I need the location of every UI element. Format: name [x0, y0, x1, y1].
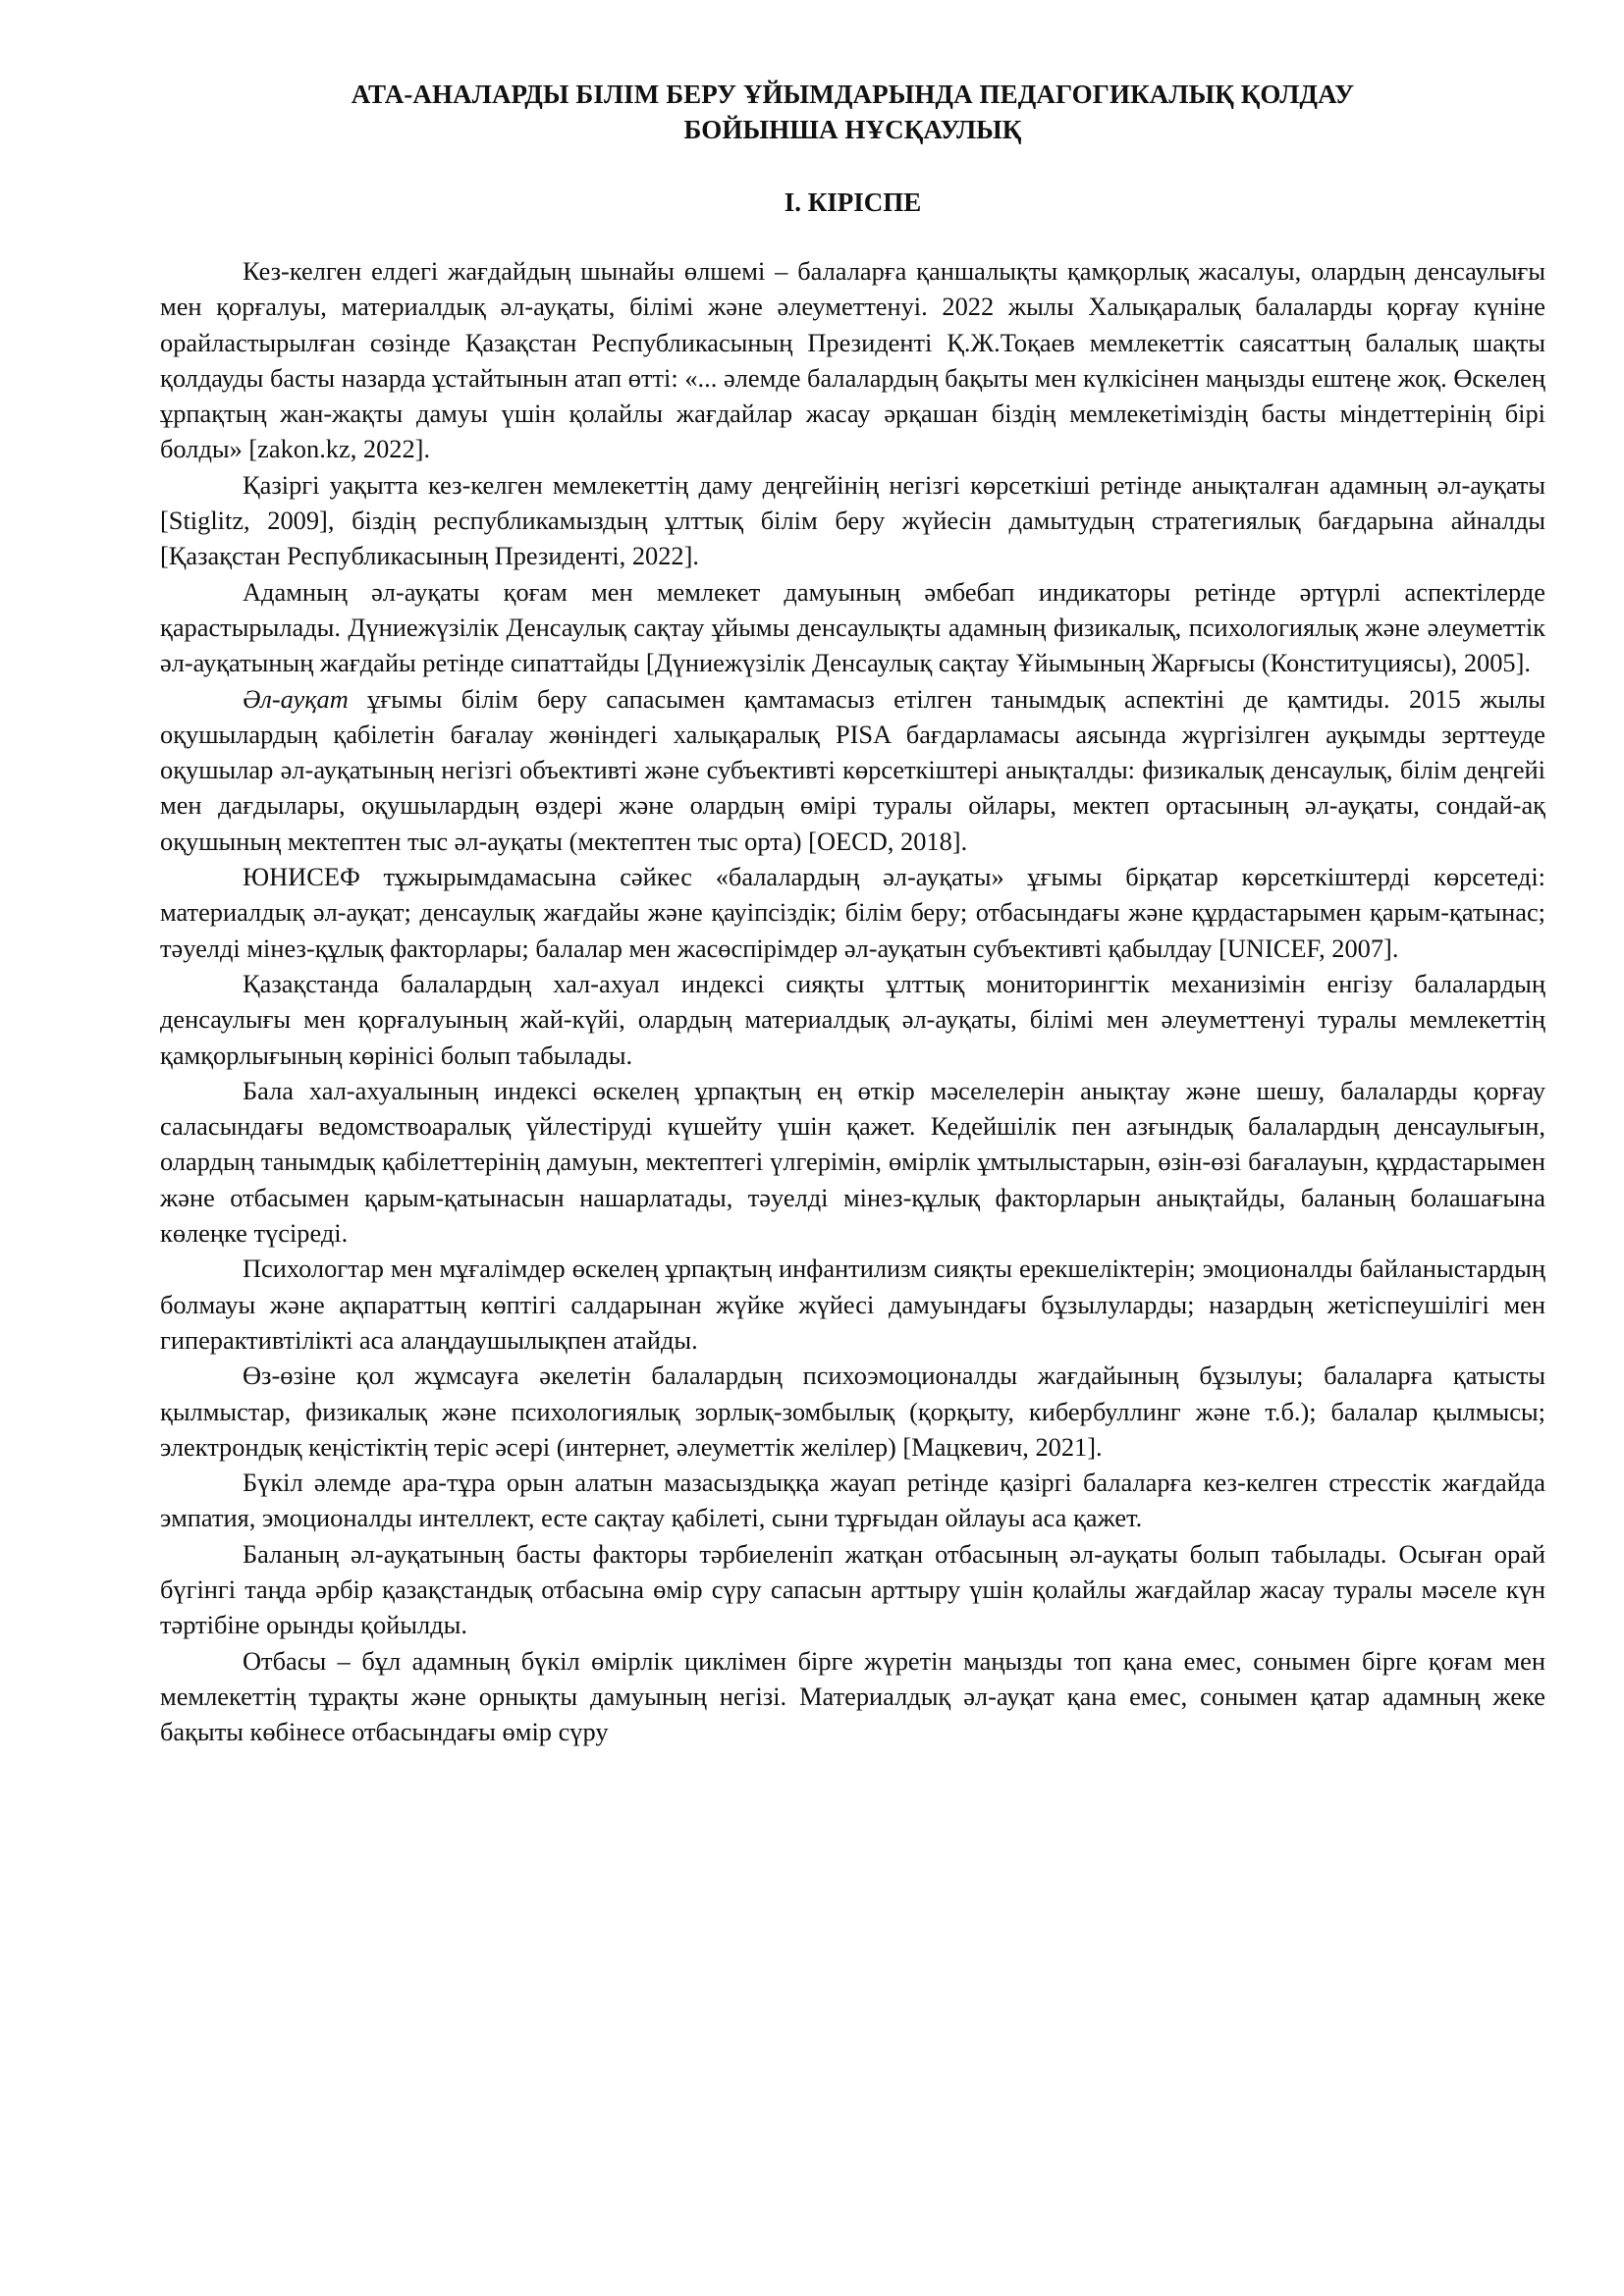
paragraph: Өз-өзіне қол жұмсауға әкелетін балалардың психоэмоционалды жағдайының бұзылуы; балаларға қатысты қылмыстар, физикалық және психологиялық зорлық-зомбылық (қорқыту, кибербуллинг және т.б.); балалар қылмысы; электрондық кеңістіктің теріс әсері (интернет, әлеуметтік желілер) [Мацкевич, 2021].	[160, 1361, 1545, 1462]
body-text	[160, 253, 1545, 1749]
paragraph-text: ұғымы білім беру сапасымен қамтамасыз етілген танымдық аспектіні де қамтиды. 2015 жылы оқушылардың қабілетін бағалау жөніндегі халықаралық PISA бағдарламасы аясында жүргізілген ауқымды зерттеуде оқушылар әл-ауқатының негізгі объективті және субъективті көрсеткіштері анықталды: физикалық денсаулық, білім деңгейі мен дағдылары, оқушылардың өздері және олардың өмірі туралы ойлары, мектеп ортасының әл-ауқаты, сондай-ақ оқушының мектептен тыс әл-ауқаты (мектептен тыс орта) [OECD, 2018].	[160, 683, 1545, 856]
document-page	[160, 77, 1545, 1749]
paragraph: Қазақстанда балалардың хал-ахуал индексі сияқты ұлттық мониторингтік механизімін енгізу балалардың денсаулығы мен қорғалуының жай-күйі, олардың материалдық әл-ауқаты, білімі мен әлеуметтенуі туралы мемлекеттің қамқорлығының көрінісі болып табылады.	[160, 968, 1545, 1070]
italic-term: Әл-ауқат	[243, 683, 349, 714]
paragraph: Бала хал-ахуалының индексі өскелең ұрпақтың ең өткір мәселелерін анықтау және шешу, балаларды қорғау саласындағы ведомствоаралық үйлестіруді күшейту үшін қажет. Кедейшілік пен азғындық балалардың денсаулығын, олардың танымдық қабілеттерінің дамуын, мектептегі үлгерімін, өмірлік ұмтылыстарын, өзін-өзі бағалауын, құрдастарымен және отбасымен қарым-қатынасын нашарлатады, тәуелді мінез-құлық факторларын анықтайды, баланың болашағына көлеңке түсіреді.	[160, 1075, 1545, 1249]
paragraph: Бүкіл әлемде ара-тұра орын алатын мазасыздыққа жауап ретінде қазіргі балаларға кез-келген стресстік жағдайда эмпатия, эмоционалды интеллект, есте сақтау қабілеті, сыни тұрғыдан ойлауы аса қажет.	[160, 1468, 1545, 1533]
title-line-2: БОЙЫНША НҰСҚАУЛЫҚ	[683, 115, 1022, 144]
paragraph	[160, 681, 1545, 859]
paragraph: Баланың әл-ауқатының басты факторы тәрбиеленіп жатқан отбасының әл-ауқаты болып табылады. Осыған орай бүгінгі таңда әрбір қазақстандық отбасына өмір сүру сапасын арттыру үшін қолайлы жағдайлар жасау туралы мәселе күн тәртібіне орынды қойылды.	[160, 1538, 1545, 1640]
paragraph: Адамның әл-ауқаты қоғам мен мемлекет дамуының әмбебап индикаторы ретінде әртүрлі аспектілерде қарастырылады. Дүниежүзілік Денсаулық сақтау ұйымы денсаулықты адамның физикалық, психологиялық және әлеуметтік әл-ауқатының жағдайы ретінде сипаттайды [Дүниежүзілік Денсаулық сақтау Ұйымының Жарғысы (Конституциясы), 2005].	[160, 576, 1545, 678]
paragraph: Қазіргі уақытта кез-келген мемлекеттің даму деңгейінің негізгі көрсеткіші ретінде анықталған адамның әл-ауқаты [Stiglitz, 2009], біздің республикамыздың ұлттық білім беру жүйесін дамытудың стратегиялық бағдарына айналды [Қазақстан Республикасының Президенті, 2022].	[160, 469, 1545, 571]
document-title	[160, 77, 1545, 147]
title-line-1: АТА-АНАЛАРДЫ БІЛІМ БЕРУ ҰЙЫМДАРЫНДА ПЕДАГОГИКАЛЫҚ ҚОЛДАУ	[351, 80, 1355, 109]
section-heading: I. КІРІСПЕ	[784, 187, 922, 217]
paragraph: Психологтар мен мұғалімдер өскелең ұрпақтың инфантилизм сияқты ерекшеліктерін; эмоционалды байланыстардың болмауы және ақпараттың көптігі салдарынан жүйке жүйесі дамуындағы бұзылуларды; назардың жетіспеушілігі мен гиперактивтілікті аса алаңдаушылықпен атайды.	[160, 1254, 1545, 1355]
paragraph: Отбасы – бұл адамның бүкіл өмірлік циклімен бірге жүретін маңызды топ қана емес, сонымен бірге қоғам мен мемлекеттің тұрақты және орнықты дамуының негізі. Материалдық әл-ауқат қана емес, сонымен қатар адамның жеке бақыты көбінесе отбасындағы өмір сүру	[160, 1645, 1545, 1747]
paragraph: ЮНИСЕФ тұжырымдамасына сәйкес «балалардың әл-ауқаты» ұғымы бірқатар көрсеткіштерді көрсетеді: материалдық әл-ауқат; денсаулық жағдайы және қауіпсіздік; білім беру; отбасындағы және құрдастарымен қарым-қатынас; тәуелді мінез-құлық факторлары; балалар мен жасөспірімдер әл-ауқатын субъективті қабылдау [UNICEF, 2007].	[160, 862, 1545, 963]
paragraph: Кез-келген елдегі жағдайдың шынайы өлшемі – балаларға қаншалықты қамқорлық жасалуы, олардың денсаулығы мен қорғалуы, материалдық әл-ауқаты, білімі және әлеуметтенуі. 2022 жылы Халықаралық балаларды қорғау күніне орайластырылған сөзінде Қазақстан Республикасының Президенті Қ.Ж.Тоқаев мемлекеттік саясаттың балалық шақты қолдауды басты назарда ұстайтынын атап өтті: «... әлемде балалардың бақыты мен күлкісінен маңызды ештеңе жоқ. Өскелең ұрпақтың жан-жақты дамуы үшін қолайлы жағдайлар жасау әрқашан біздің мемлекетіміздің басты міндеттерінің бірі болды» [zakon.kz, 2022].	[160, 256, 1545, 464]
